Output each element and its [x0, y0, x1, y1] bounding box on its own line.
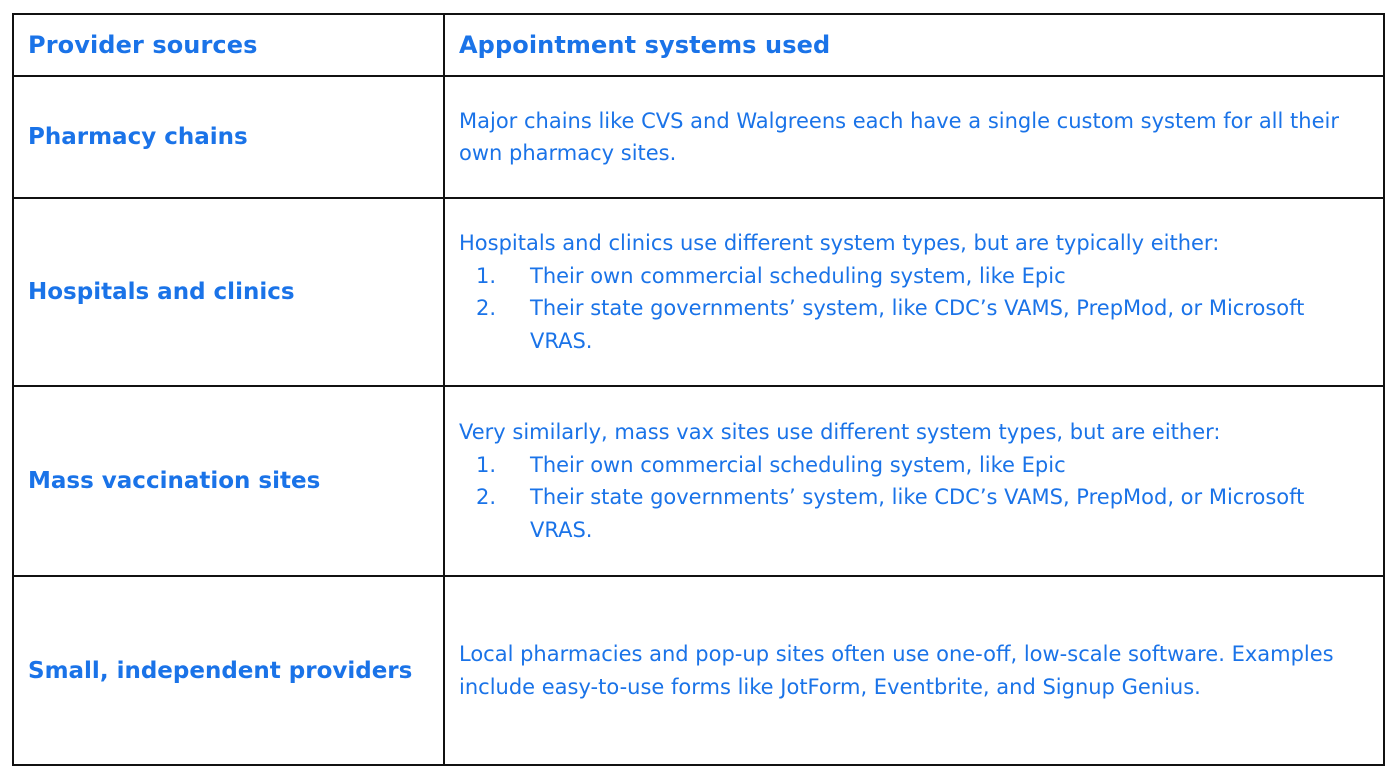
row-intro-text: Very similarly, mass vax sites use different system types, but are either: [459, 420, 1221, 444]
list-item [459, 481, 1371, 546]
provider-systems-table [12, 13, 1385, 766]
header-provider-sources: Provider sources [13, 14, 444, 76]
list-item-number: 1. [476, 452, 497, 477]
list-item-text: Their own commercial scheduling system, like Epic [530, 263, 1066, 288]
row-description [444, 76, 1384, 198]
row-intro-text: Local pharmacies and pop-up sites often use one-off, low-scale software. Examples include easy-to-use forms like JotForm, Eventbrite, and Signup Genius. [459, 642, 1334, 699]
list-item [459, 292, 1371, 357]
numbered-list [459, 449, 1371, 547]
row-description [444, 386, 1384, 576]
row-description [444, 198, 1384, 386]
row-label-pharmacy-chains: Pharmacy chains [13, 76, 444, 198]
row-description [444, 576, 1384, 765]
header-appointment-systems: Appointment systems used [444, 14, 1384, 76]
list-item [459, 449, 1371, 482]
row-label-small-independent-providers: Small, independent providers [13, 576, 444, 765]
row-label-mass-vaccination-sites: Mass vaccination sites [13, 386, 444, 576]
list-item [459, 260, 1371, 293]
row-label-hospitals-clinics: Hospitals and clinics [13, 198, 444, 386]
list-item-text: Their state governments’ system, like CDC’s VAMS, PrepMod, or Microsoft VRAS. [530, 296, 1305, 353]
numbered-list [459, 260, 1371, 358]
list-item-text: Their state governments’ system, like CDC’s VAMS, PrepMod, or Microsoft VRAS. [530, 485, 1305, 542]
list-item-number: 1. [476, 263, 497, 288]
list-item-number: 2. [476, 296, 497, 320]
table-row [13, 198, 1384, 386]
table-row [13, 576, 1384, 765]
table-header-row [13, 14, 1384, 76]
list-item-number: 2. [476, 485, 497, 509]
row-intro-text: Major chains like CVS and Walgreens each have a single custom system for all their own pharmacy sites. [459, 108, 1339, 165]
table-row [13, 76, 1384, 198]
table-row [13, 386, 1384, 576]
list-item-text: Their own commercial scheduling system, like Epic [530, 452, 1066, 477]
row-intro-text: Hospitals and clinics use different system types, but are typically either: [459, 231, 1220, 255]
